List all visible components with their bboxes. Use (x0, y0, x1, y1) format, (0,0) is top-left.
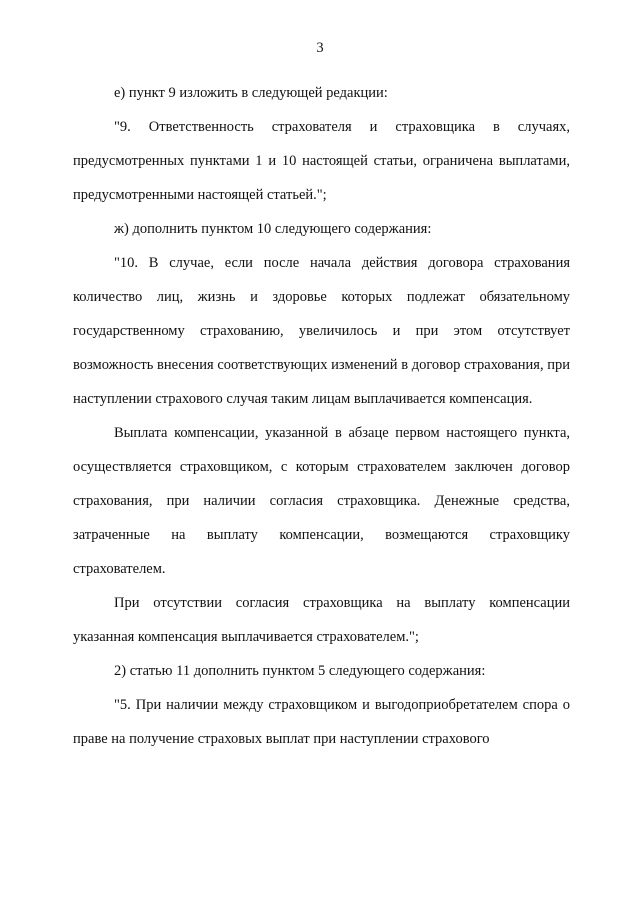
paragraph-article-11: 2) статью 11 дополнить пунктом 5 следующего содержания: (114, 663, 486, 679)
paragraph-item-zh: ж) дополнить пунктом 10 следующего содержания: (114, 221, 432, 237)
page-number: 3 (316, 40, 324, 56)
paragraph-point-5-text: "5. При наличии между страховщиком и выгодоприобретателем спора о праве на получение страховых выплат при наступлении страхового (73, 697, 570, 747)
paragraph-item-e: е) пункт 9 изложить в следующей редакции: (114, 85, 388, 101)
paragraph-point-10-text: "10. В случае, если после начала действия договора страхования количество лиц, жизнь и здоровье которых подлежат обязательному государственному страхованию, увеличилось и при этом отсутствует возможность внесения соответствующих изменений в договор страхования, при наступлении страхового случая таким лицам выплачивается компенсация. (73, 255, 570, 407)
document-body (73, 76, 570, 756)
paragraph-compensation-payment: Выплата компенсации, указанной в абзаце первом настоящего пункта, осуществляется страховщиком, с которым страхователем заключен договор страхования, при наличии согласия страховщика. Денежные средства, затраченные на выплату компенсации, возмещаются страховщику страхователем. (73, 425, 570, 577)
paragraph-no-consent: При отсутствии согласия страховщика на выплату компенсации указанная компенсация выплачивается страхователем."; (73, 595, 570, 645)
paragraph-point-9-text: "9. Ответственность страхователя и страховщика в случаях, предусмотренных пунктами 1 и 10 настоящей статьи, ограничена выплатами, предусмотренными настоящей статьей."; (73, 119, 570, 203)
